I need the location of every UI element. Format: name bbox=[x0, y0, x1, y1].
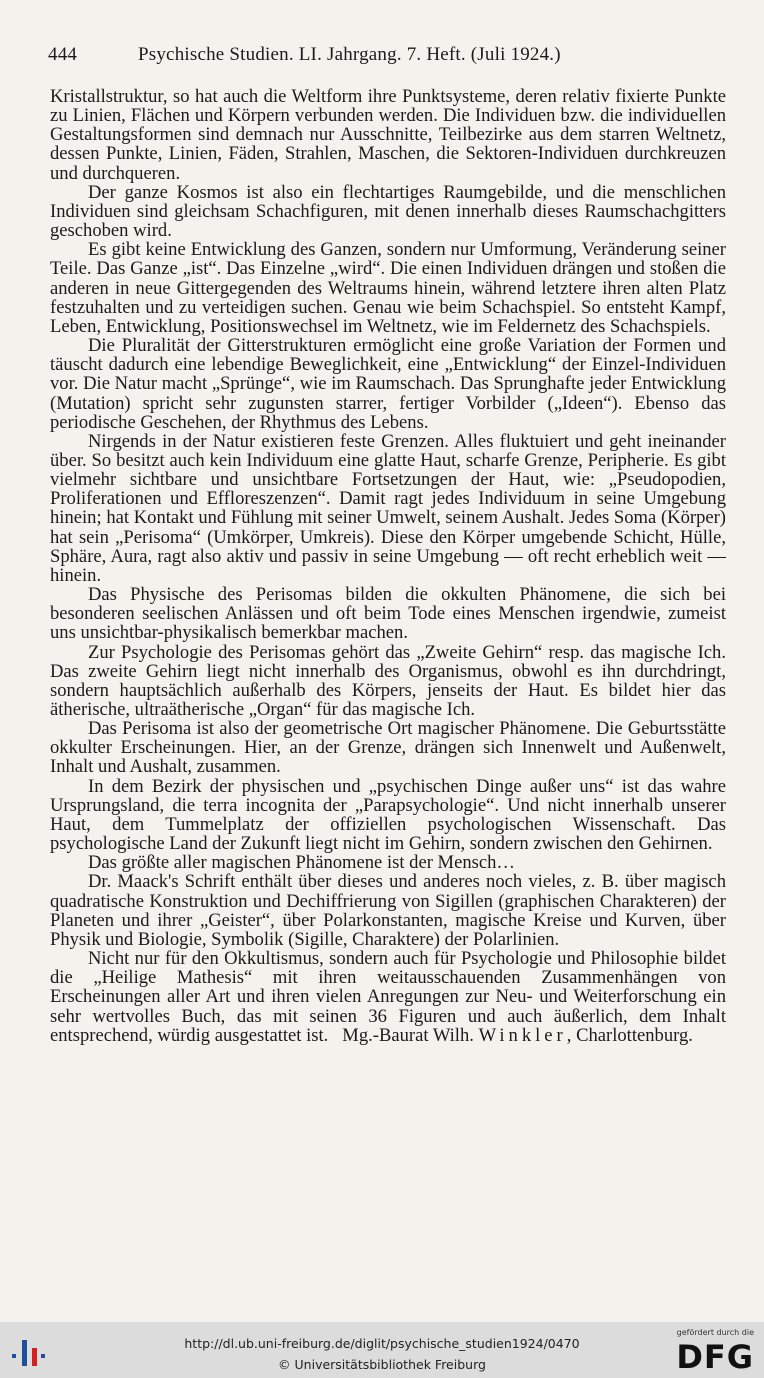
paragraph: Das größte aller magischen Phänomene ist der Mensch… bbox=[88, 852, 516, 874]
paragraph-text: Nicht nur für den Okkultismus, sondern auch für Psychologie und Philosophie bildet die „Heilige Mathesis“ mit ihren weitausschauenden Zusammenhängen von Erscheinungen aller Art und ihren vielen Anregungen zur Neu- und Weiterforschung ein sehr wertvolles Buch, das mit seinen 36 Figuren und auch äußerlich, dem Inhalt entsprechend, würdig ausgestattet ist. bbox=[50, 948, 726, 1046]
running-title: Psychische Studien. LI. Jahrgang. 7. Heft. (Juli 1924.) bbox=[138, 44, 561, 65]
paragraph: Das Perisoma ist also der geometrische Ort magischer Phänomene. Die Geburtsstätte okkulter Erscheinungen. Hier, an der Grenze, drängen sich Innenwelt und Außenwelt, Inhalt und Aushalt, zusammen. bbox=[50, 718, 726, 778]
signature-prefix: Mg.-Baurat Wilh. bbox=[342, 1024, 474, 1046]
paragraph-last bbox=[50, 949, 726, 1045]
article-body bbox=[50, 87, 726, 1045]
dfg-logo bbox=[672, 1328, 754, 1376]
paragraph: Kristallstruktur, so hat auch die Weltform ihre Punktsysteme, deren relativ fixierte Punkte zu Linien, Flächen und Körpern verbunden werden. Die Individuen bzw. die individuellen Gestaltungsformen sind demnach nur Ausschnitte, Teilbezirke aus dem starren Weltnetz, dessen Punkte, Linien, Fäden, Strahlen, Maschen, die Sektoren-Individuen durchkreuzen und durchqueren. bbox=[50, 86, 726, 184]
paragraph: In dem Bezirk der physischen und „psychischen Dinge außer uns“ ist das wahre Ursprungsland, die terra incognita der „Parapsychologie“. Und nicht innerhalb unserer Haut, dem Tummelplatz der offiziellen psychologischen Wissenschaft. Das psychologische Land der Zukunft liegt nicht im Gehirn, sondern zwischen den Gehirnen. bbox=[50, 775, 726, 855]
viewer-footer bbox=[0, 1322, 764, 1378]
paragraph: Zur Psychologie des Perisomas gehört das „Zweite Gehirn“ resp. das magische Ich. Das zweite Gehirn liegt nicht innerhalb des Organismus, obwohl es ihn durchdringt, sondern hauptsächlich außerhalb des Körpers, jenseits der Haut. Es bildet hier das ätherische, ultraätherische „Organ“ für das magische Ich. bbox=[50, 641, 726, 720]
paragraph: Nirgends in der Natur existieren feste Grenzen. Alles fluktuiert und geht ineinander über. So besitzt auch kein Individuum eine glatte Haut, scharfe Grenze, Peripherie. Es gibt vielmehr sichtbare und unsichtbare Fortsetzungen der Haut, wie: „Pseudopodien, Proliferationen und Effloreszenzen“. Damit ragt jedes Individuum in seine Umgebung hinein; hat Kontakt und Fühlung mit seiner Umwelt, seinem Aushalt. Jedes Soma (Körper) hat sein „Perisoma“ (Umkörper, Umkreis). Diese den Körper umgebende Schicht, Hülle, Sphäre, Aura, ragt also aktiv und passiv in seine Umgebung — oft recht erheblich weit — hinein. bbox=[50, 430, 726, 586]
paragraph: Es gibt keine Entwicklung des Ganzen, sondern nur Umformung, Veränderung seiner Teile. Das Ganze „ist“. Das Einzelne „wird“. Die einen Individuen drängen und stoßen die anderen in neue Gittergegenden des Weltraums hinein, während letztere ihren alten Platz festzuhalten und zu verteidigen suchen. Genau wie beim Schachspiel. So entsteht Kampf, Leben, Entwicklung, Positionswechsel im Weltnetz, wie im Feldernetz des Schachspiels. bbox=[50, 239, 726, 337]
paragraph: Die Pluralität der Gitterstrukturen ermöglicht eine große Variation der Formen und täuscht dadurch eine lebendige Beweglichkeit, eine „Entwicklung“ der Einzel-Individuen vor. Die Natur macht „Sprünge“, wie im Raumschach. Das Sprunghafte jeder Entwicklung (Mutation) spricht sehr zugunsten starrer, fertiger Vorbilder („Ideen“). Ebenso das periodische Geschehen, der Rhythmus des Lebens. bbox=[50, 335, 726, 433]
signature-name: Winkler bbox=[478, 1024, 567, 1046]
dfg-logo-text: DFG bbox=[676, 1338, 754, 1376]
paragraph: Das Physische des Perisomas bilden die okkulten Phänomene, die sich bei besonderen seelischen Anlässen und oft beim Tode eines Menschen irgendwie, zumeist uns unsichtbar-physikalisch bemerkbar machen. bbox=[50, 584, 726, 644]
copyright-notice: © Universitätsbibliothek Freiburg bbox=[278, 1357, 486, 1372]
running-header bbox=[48, 44, 726, 70]
permalink-url[interactable]: http://dl.ub.uni-freiburg.de/diglit/psychische_studien1924/0470 bbox=[184, 1336, 580, 1351]
signature-suffix: , Charlottenburg. bbox=[566, 1024, 693, 1046]
paragraph: Dr. Maack's Schrift enthält über dieses und anderes noch vieles, z. B. über magisch quadratische Konstruktion und Dechiffrierung von Sigillen (graphischen Charakteren) der Planeten und ihrer „Geister“, über Polarkonstanten, magische Kreise und Kurven, über Physik und Biologie, Symbolik (Sigille, Charaktere) der Polarlinien. bbox=[50, 871, 726, 950]
funder-note: gefördert durch die bbox=[676, 1328, 754, 1337]
paragraph: Der ganze Kosmos ist also ein flechtartiges Raumgebilde, und die menschlichen Individuen sind gleichsam Schachfiguren, mit denen innerhalb dieses Raumschachgitters geschoben wird. bbox=[50, 181, 726, 242]
page-number: 444 bbox=[48, 44, 78, 65]
signature bbox=[333, 1025, 693, 1046]
